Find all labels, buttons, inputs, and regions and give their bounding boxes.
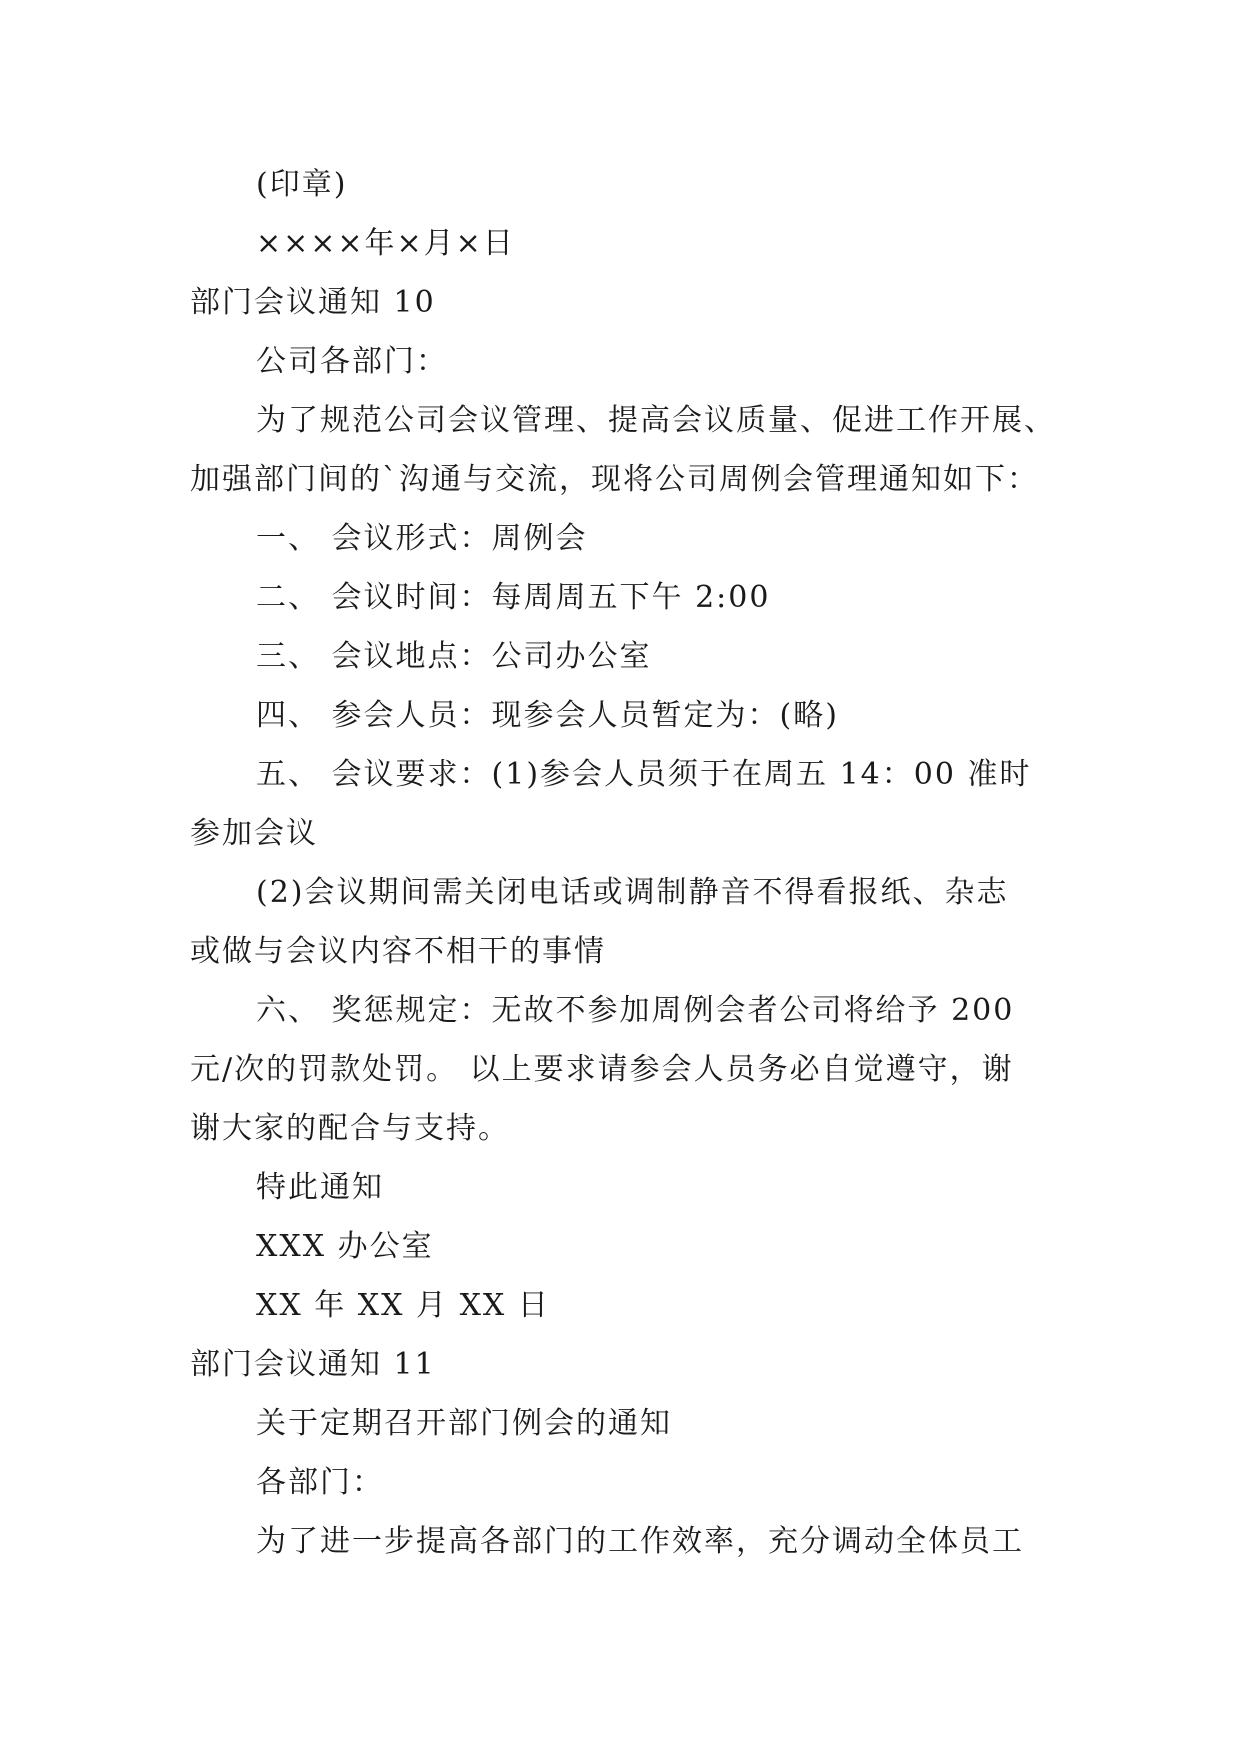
- notice-title: 关于定期召开部门例会的通知: [256, 1406, 672, 1441]
- list-item-6-cont: 谢大家的配合与支持。: [190, 1111, 510, 1146]
- body-paragraph-line: 为了规范公司会议管理、提高会议质量、促进工作开展、: [256, 403, 1056, 438]
- list-item-1: 一、 会议形式：周例会: [256, 521, 588, 556]
- signature-office: XXX 办公室: [256, 1229, 434, 1264]
- body-paragraph-line: 加强部门间的`沟通与交流，现将公司周例会管理通知如下：: [190, 462, 1039, 497]
- list-item-5: 五、 会议要求：(1)参会人员须于在周五 14：00 准时: [256, 757, 1032, 792]
- list-item-5-cont: 参加会议: [190, 816, 318, 851]
- section-heading-10: 部门会议通知 10: [190, 285, 436, 320]
- list-item-6-cont: 元/次的罚款处罚。 以上要求请参会人员务必自觉遵守，谢: [190, 1052, 1014, 1087]
- body-paragraph-line: 为了进一步提高各部门的工作效率，充分调动全体员工: [256, 1524, 1024, 1559]
- list-item-6: 六、 奖惩规定：无故不参加周例会者公司将给予 200: [256, 993, 1015, 1028]
- seal-text: (印章): [256, 167, 348, 202]
- signature-date: XX 年 XX 月 XX 日: [256, 1288, 550, 1323]
- requirement-2: (2)会议期间需关闭电话或调制静音不得看报纸、杂志: [256, 875, 1009, 910]
- requirement-2-cont: 或做与会议内容不相干的事情: [190, 934, 606, 969]
- list-item-3: 三、 会议地点：公司办公室: [256, 639, 652, 674]
- list-item-2: 二、 会议时间：每周周五下午 2:00: [256, 580, 771, 615]
- date-line: ××××年×月×日: [256, 226, 515, 261]
- section-heading-11: 部门会议通知 11: [190, 1347, 436, 1382]
- salutation: 公司各部门：: [256, 344, 448, 379]
- salutation: 各部门：: [256, 1465, 384, 1500]
- list-item-4: 四、 参会人员：现参会人员暂定为：(略): [256, 698, 839, 733]
- closing-notice: 特此通知: [256, 1170, 384, 1205]
